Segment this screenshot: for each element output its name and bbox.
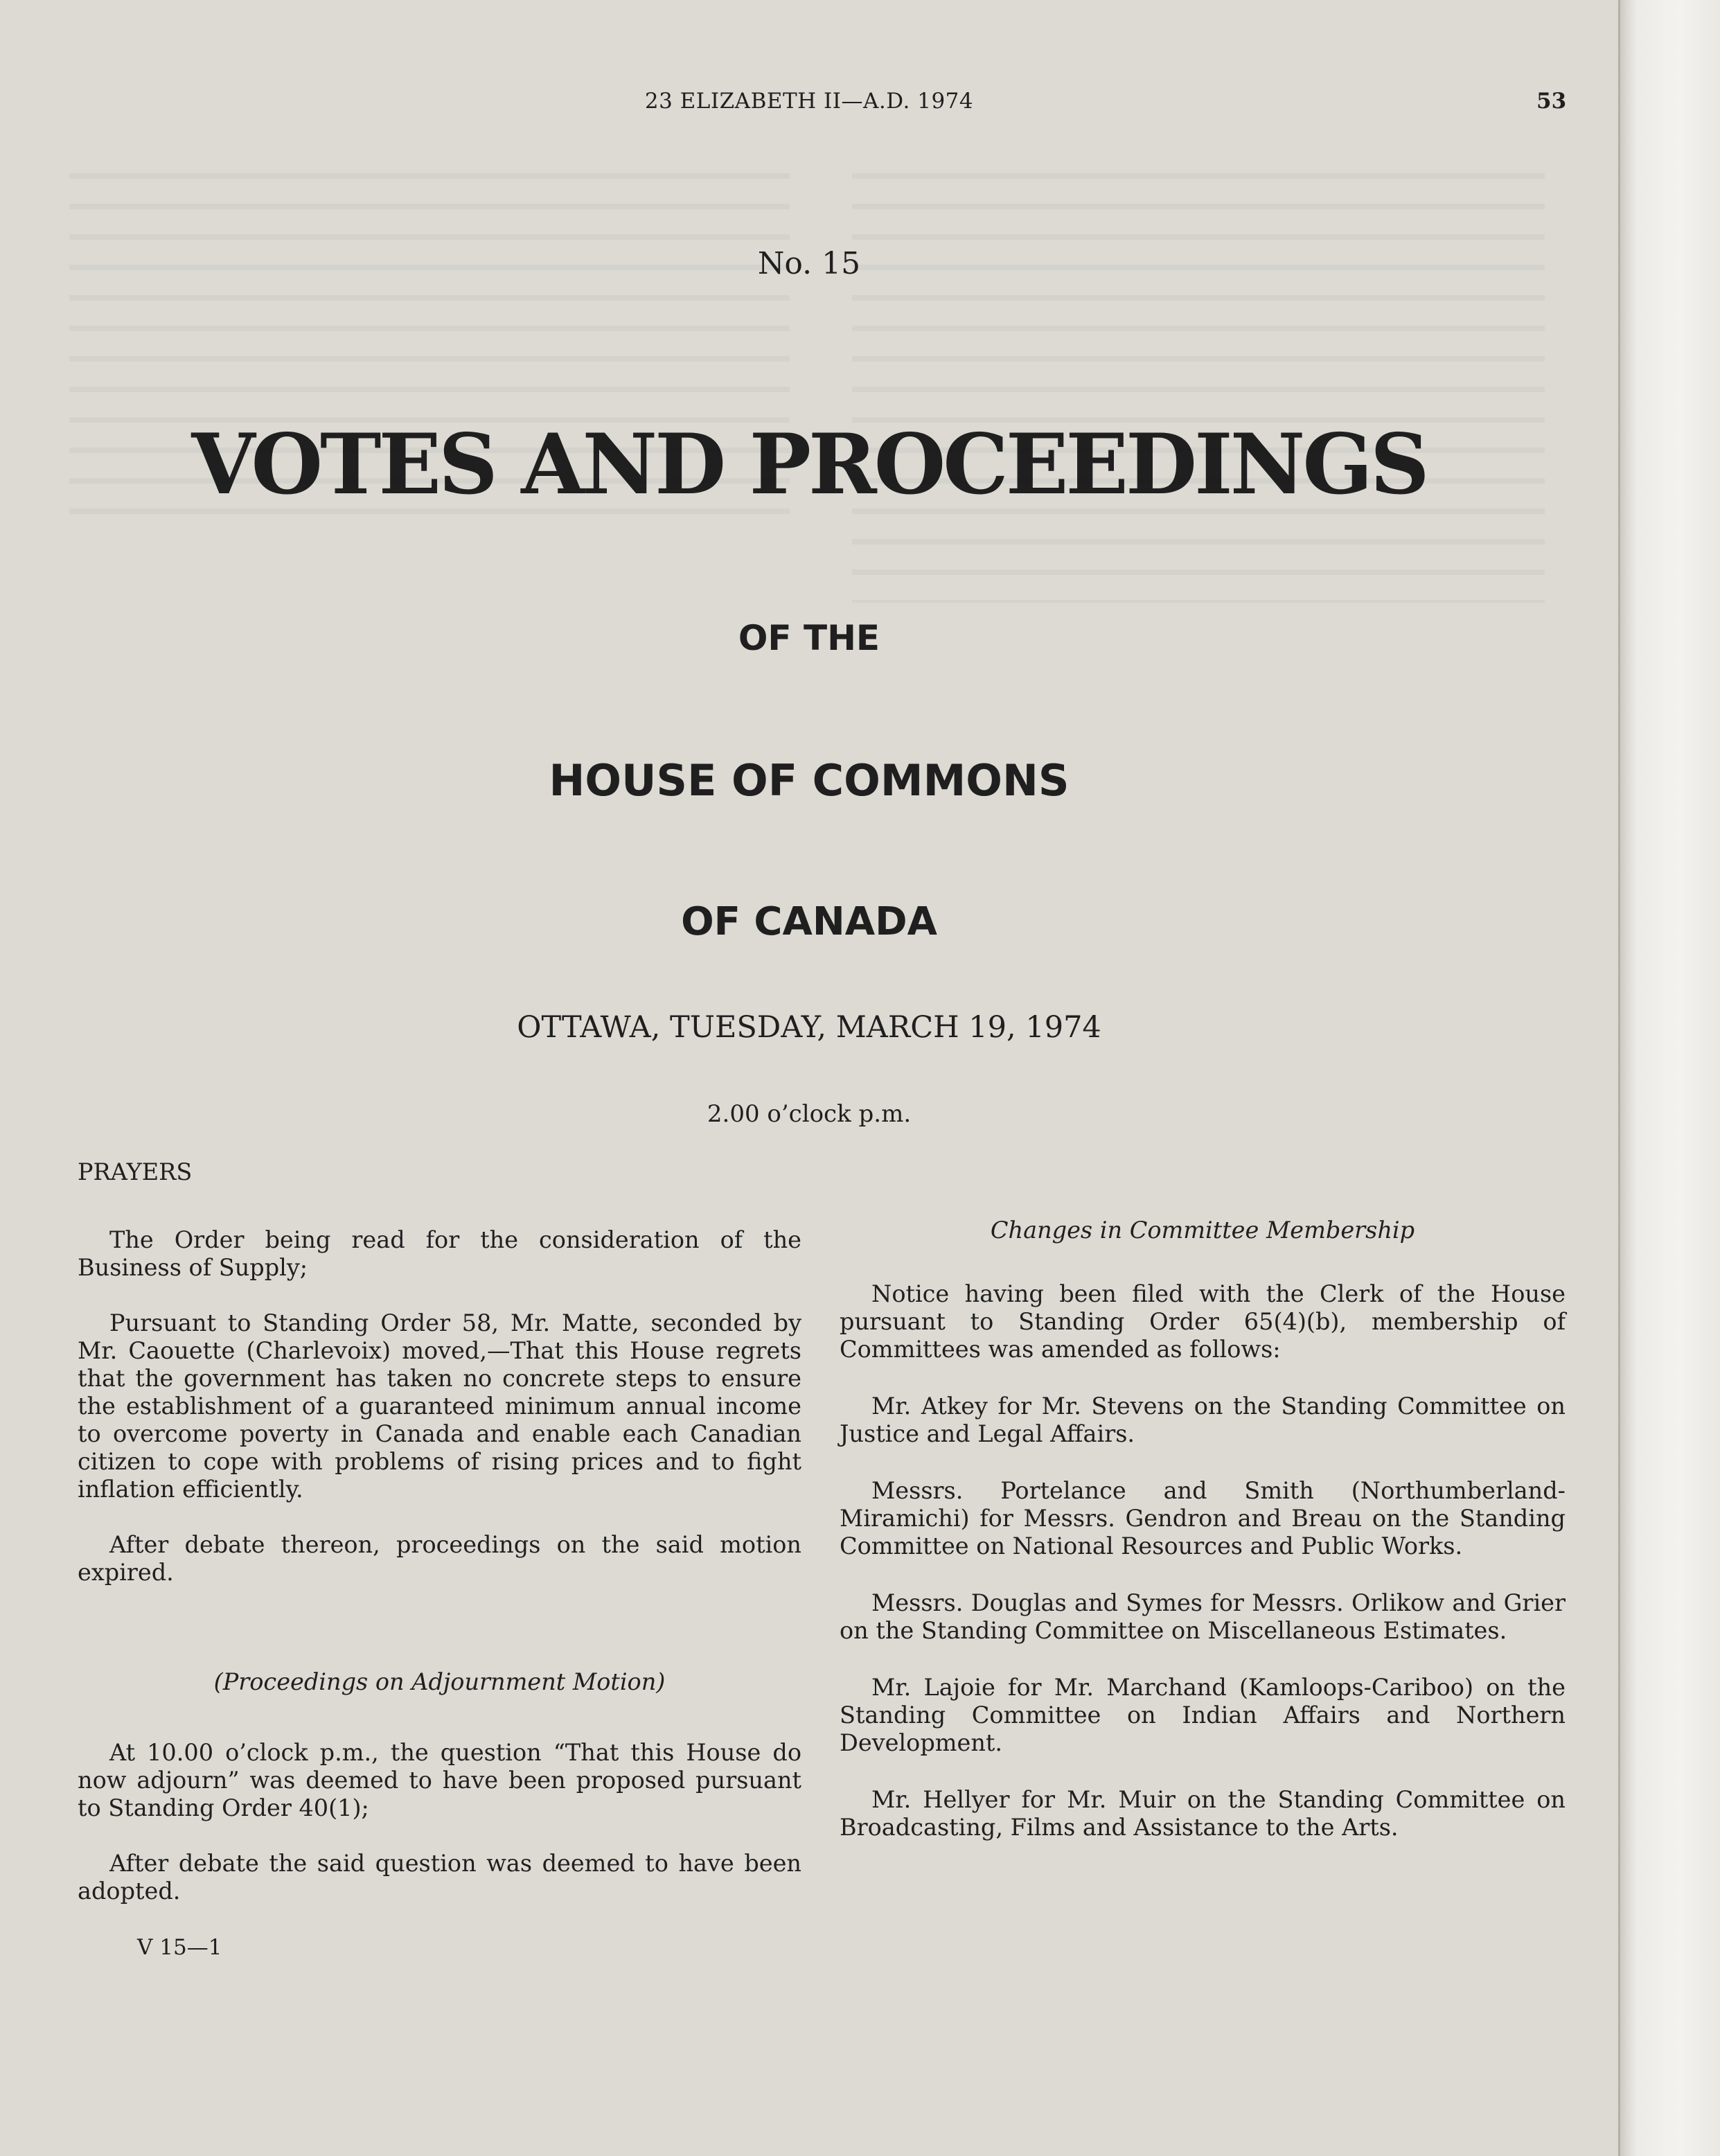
committee-change: Mr. Atkey for Mr. Stevens on the Standing Committee on Justice and Legal Affairs.: [840, 1393, 1566, 1447]
committee-change: Messrs. Portelance and Smith (Northumberland-Miramichi) for Messrs. Gendron and Breau on the Standing Committee on National Resources and Public Works.: [840, 1477, 1566, 1559]
page-edge-line: [1618, 0, 1620, 2156]
prayers-heading: PRAYERS: [78, 1158, 193, 1185]
committee-change: Messrs. Douglas and Symes for Messrs. Orlikow and Grier on the Standing Committee on Miscellaneous Estimates.: [840, 1589, 1566, 1644]
committee-changes-heading: Changes in Committee Membership: [990, 1217, 1415, 1244]
paragraph: At 10.00 o’clock p.m., the question “That this House do now adjourn” was deemed to have been proposed pursuant to Standing Order 40(1);: [78, 1739, 801, 1821]
title-of-canada: OF CANADA: [681, 899, 937, 944]
running-head: 23 ELIZABETH II—A.D. 1974: [644, 89, 974, 114]
title-house-of-commons: HOUSE OF COMMONS: [549, 755, 1070, 806]
left-column: [78, 1158, 801, 1905]
paragraph: The Order being read for the consideration of the Business of Supply;: [78, 1226, 801, 1281]
show-through-texture: [69, 173, 790, 533]
document-title: VOTES AND PROCEEDINGS: [191, 416, 1427, 513]
adjournment-heading: (Proceedings on Adjournment Motion): [213, 1668, 666, 1695]
show-through-texture: [852, 173, 1545, 603]
title-of-the: OF THE: [738, 618, 880, 658]
paragraph: Pursuant to Standing Order 58, Mr. Matte, seconded by Mr. Caouette (Charlevoix) moved,—That this House regrets that the government has taken no concrete steps to ensure the establishment of a guaranteed minimum annual income to overcome poverty in Canada and enable each Canadian citizen to cope with problems of rising prices and to fight inflation efficiently.: [78, 1309, 801, 1503]
page-number: 53: [1536, 89, 1567, 114]
issue-number: No. 15: [757, 246, 861, 281]
signature-code: V 15—1: [137, 1935, 222, 1960]
paragraph: After debate the said question was deemed to have been adopted.: [78, 1850, 801, 1905]
paragraph: Notice having been filed with the Clerk of the House pursuant to Standing Order 65(4)(b), membership of Committees was amended as follows:: [840, 1280, 1566, 1363]
right-column: [840, 1217, 1566, 1841]
page-edge: [1618, 0, 1720, 2156]
committee-change: Mr. Lajoie for Mr. Marchand (Kamloops-Cariboo) on the Standing Committee on Indian Affairs and Northern Development.: [840, 1674, 1566, 1756]
sitting-time: 2.00 o’clock p.m.: [707, 1100, 912, 1128]
committee-change: Mr. Hellyer for Mr. Muir on the Standing Committee on Broadcasting, Films and Assistance to the Arts.: [840, 1786, 1566, 1841]
paragraph: After debate thereon, proceedings on the said motion expired.: [78, 1531, 801, 1586]
date-line: OTTAWA, TUESDAY, MARCH 19, 1974: [517, 1010, 1101, 1045]
